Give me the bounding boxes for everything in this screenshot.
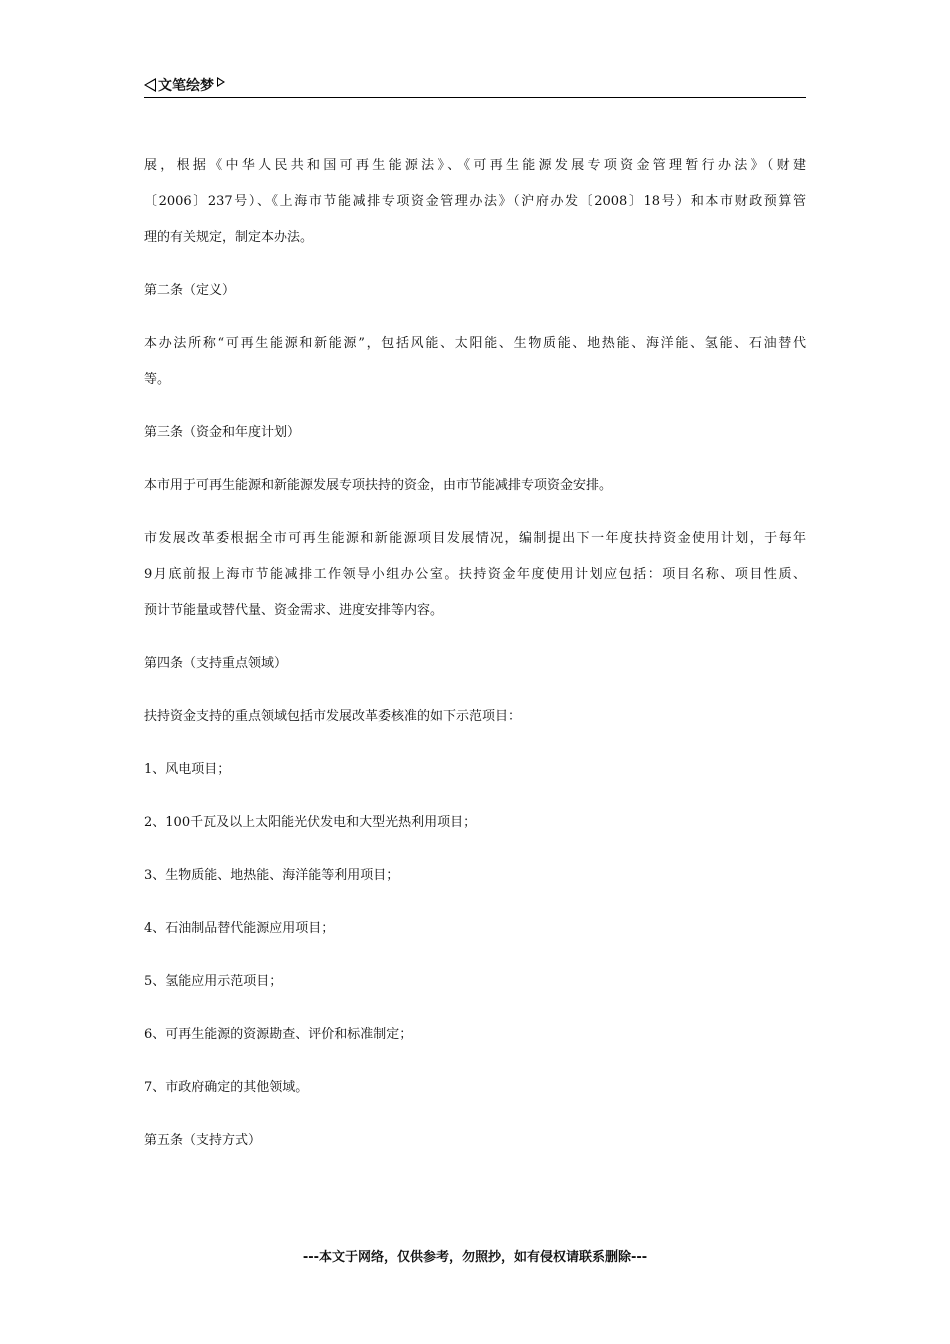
header-rule — [144, 97, 806, 98]
paragraph — [144, 273, 806, 309]
paragraph-line: 6、可再生能源的资源勘查、评价和标准制定； — [144, 1027, 413, 1042]
paragraph — [144, 1070, 806, 1106]
paragraph — [144, 805, 806, 841]
paragraph — [144, 699, 806, 735]
paragraph — [144, 468, 806, 504]
paragraph — [144, 415, 806, 451]
paragraph — [144, 1017, 806, 1053]
paragraph-line: 本办法所称“可再生能源和新能源”，包括风能、太阳能、生物质能、地热能、海洋能、氢能、石油替代 — [144, 336, 806, 351]
paragraph-line: 第二条（定义） — [144, 283, 236, 298]
paragraph-line: 第五条（支持方式） — [144, 1133, 262, 1148]
paragraph — [144, 858, 806, 894]
paragraph-line: 2、100千瓦及以上太阳能光伏发电和大型光热利用项目； — [144, 815, 477, 830]
page-header — [144, 74, 806, 96]
paragraph-line: 展，根据《中华人民共和国可再生能源法》、《可再生能源发展专项资金管理暂行办法》（财建 — [144, 158, 806, 173]
paragraph-line: 本市用于可再生能源和新能源发展专项扶持的资金，由市节能减排专项资金安排。 — [144, 478, 613, 493]
paragraph-line: 9月底前报上海市节能减排工作领导小组办公室。扶持资金年度使用计划应包括：项目名称、项目性质、 — [144, 567, 806, 582]
paragraph-line: 3、生物质能、地热能、海洋能等利用项目； — [144, 868, 400, 883]
paragraph — [144, 752, 806, 788]
paragraph-line: 〔2006〕237号）、《上海市节能减排专项资金管理办法》（沪府办发〔2008〕18号）和本市财政预算管 — [144, 194, 806, 209]
paragraph-line: 市发展改革委根据全市可再生能源和新能源项目发展情况，编制提出下一年度扶持资金使用计划，于每年 — [144, 531, 806, 546]
footer-disclaimer: ---本文于网络，仅供参考，勿照抄，如有侵权请联系删除--- — [302, 1250, 648, 1265]
paragraph-line: 第四条（支持重点领域） — [144, 656, 288, 671]
paragraph-line: 5、氢能应用示范项目； — [144, 974, 283, 989]
paragraph — [144, 326, 806, 398]
document-body — [144, 148, 806, 1176]
right-triangle-icon — [217, 77, 225, 87]
paragraph-line: 4、石油制品替代能源应用项目； — [144, 921, 335, 936]
paragraph-line: 1、风电项目； — [144, 762, 231, 777]
header-title: 文笔绘梦 — [158, 78, 214, 94]
paragraph-line: 扶持资金支持的重点领域包括市发展改革委核准的如下示范项目： — [144, 709, 522, 724]
paragraph-line: 7、市政府确定的其他领域。 — [144, 1080, 309, 1095]
paragraph — [144, 521, 806, 629]
paragraph-line: 预计节能量或替代量、资金需求、进度安排等内容。 — [144, 603, 444, 618]
paragraph — [144, 911, 806, 947]
paragraph-line: 第三条（资金和年度计划） — [144, 425, 301, 440]
paragraph-line: 等。 — [144, 372, 171, 387]
paragraph — [144, 646, 806, 682]
paragraph — [144, 1123, 806, 1159]
paragraph-line: 理的有关规定，制定本办法。 — [144, 230, 314, 245]
paragraph — [144, 964, 806, 1000]
left-triangle-icon — [144, 78, 156, 92]
paragraph — [144, 148, 806, 256]
